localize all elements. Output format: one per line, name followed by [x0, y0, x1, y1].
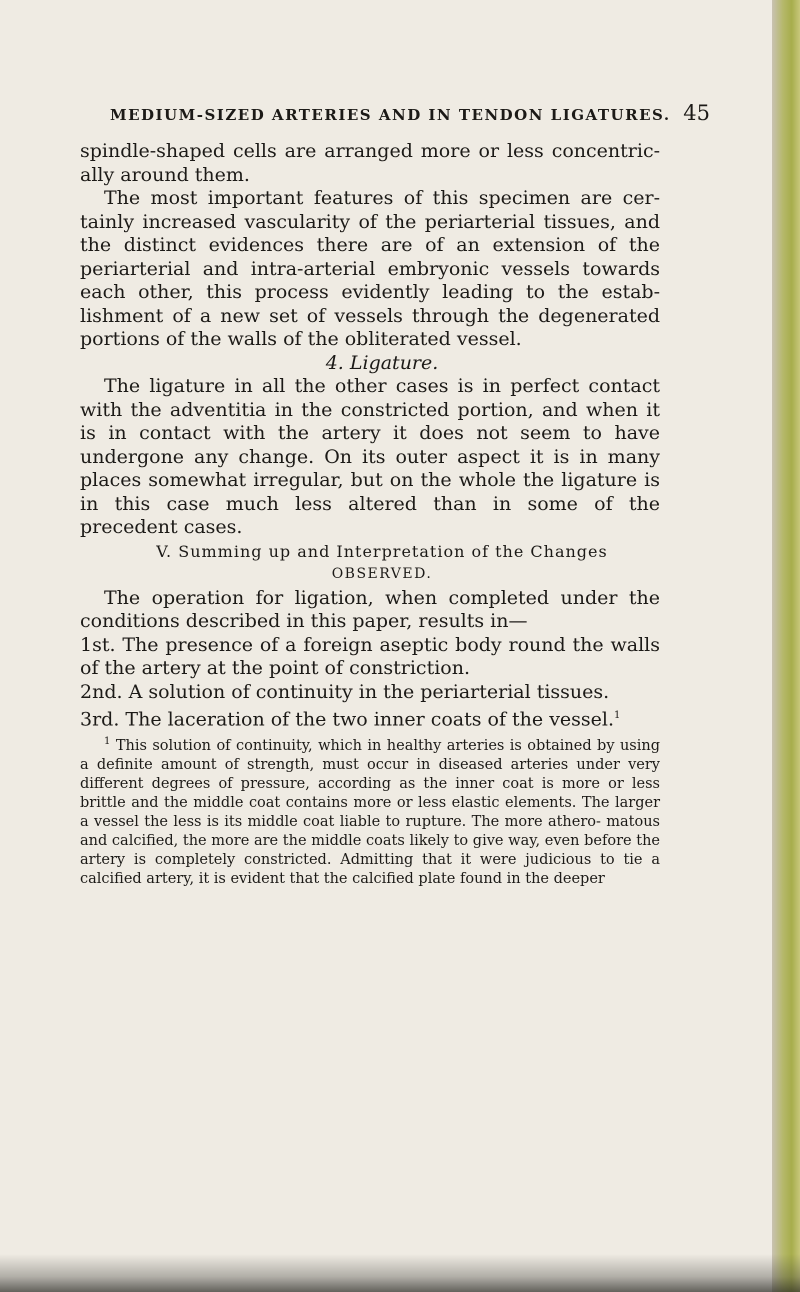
footnote-reference: 1 — [614, 710, 621, 721]
paragraph-features: The most important features of this specimen are cer- tainly increased vascularity of the periarterial tissues, and the distinct evidences there are of an extension of the periarterial and intra-arterial embryonic vessels towards each other, this process evidently leading to the estab- lishment of a new set of vessels through the degenerated portions of the walls of the obliterated vessel. — [80, 187, 660, 350]
running-title: MEDIUM-SIZED ARTERIES AND IN TENDON LIGATURES. — [110, 106, 671, 124]
results-list — [80, 634, 660, 732]
subheading-ligature: 4. Ligature. — [325, 351, 439, 374]
footnote-text: This solution of continuity, which in healthy arteries is obtained by using a definite amount of strength, must occur in diseased arteries under very different degrees of pressure, according as the inner coat is more or less brittle and the middle coat contains more or less elastic elements. The larger a vessel the less is its middle coat liable to rupture. The more athero- matous and calcified, the more are the middle coats likely to give way, even before the artery is completely constricted. Admitting that it were judicious to tie a calcified artery, it is evident that the calcified plate found in the deeper — [80, 737, 660, 887]
page-body — [80, 140, 660, 889]
running-header — [110, 101, 710, 125]
paragraph-ligature: The ligature in all the other cases is in perfect contact with the adventitia in the constricted portion, and when it is in contact with the artery it does not seem to have undergone any change. On its outer aspect it is in many places somewhat irregular, but on the whole the ligature is in this case much less altered than in some of the precedent cases. — [80, 375, 660, 538]
list-item-2: 2nd. A solution of continuity in the periarterial tissues. — [80, 680, 610, 703]
footnote-marker: 1 — [104, 735, 111, 747]
paragraph-continuation: spindle-shaped cells are arranged more or less concentric- ally around them. — [80, 140, 660, 186]
section-subtitle: OBSERVED. — [331, 566, 433, 582]
page-edge — [772, 0, 800, 1292]
section-title: V. Summing up and Interpretation of the Changes — [156, 541, 608, 561]
list-item-1: 1st. The presence of a foreign aseptic body round the walls of the artery at the point of constriction. — [80, 633, 660, 679]
scan-shadow — [0, 1254, 800, 1292]
footnote — [80, 732, 660, 889]
page-number: 45 — [683, 101, 710, 125]
list-item-3: 3rd. The laceration of the two inner coats of the vessel.$^1$ — [80, 708, 621, 731]
paragraph-intro: The operation for ligation, when completed under the conditions described in this paper, results in— — [80, 586, 660, 632]
